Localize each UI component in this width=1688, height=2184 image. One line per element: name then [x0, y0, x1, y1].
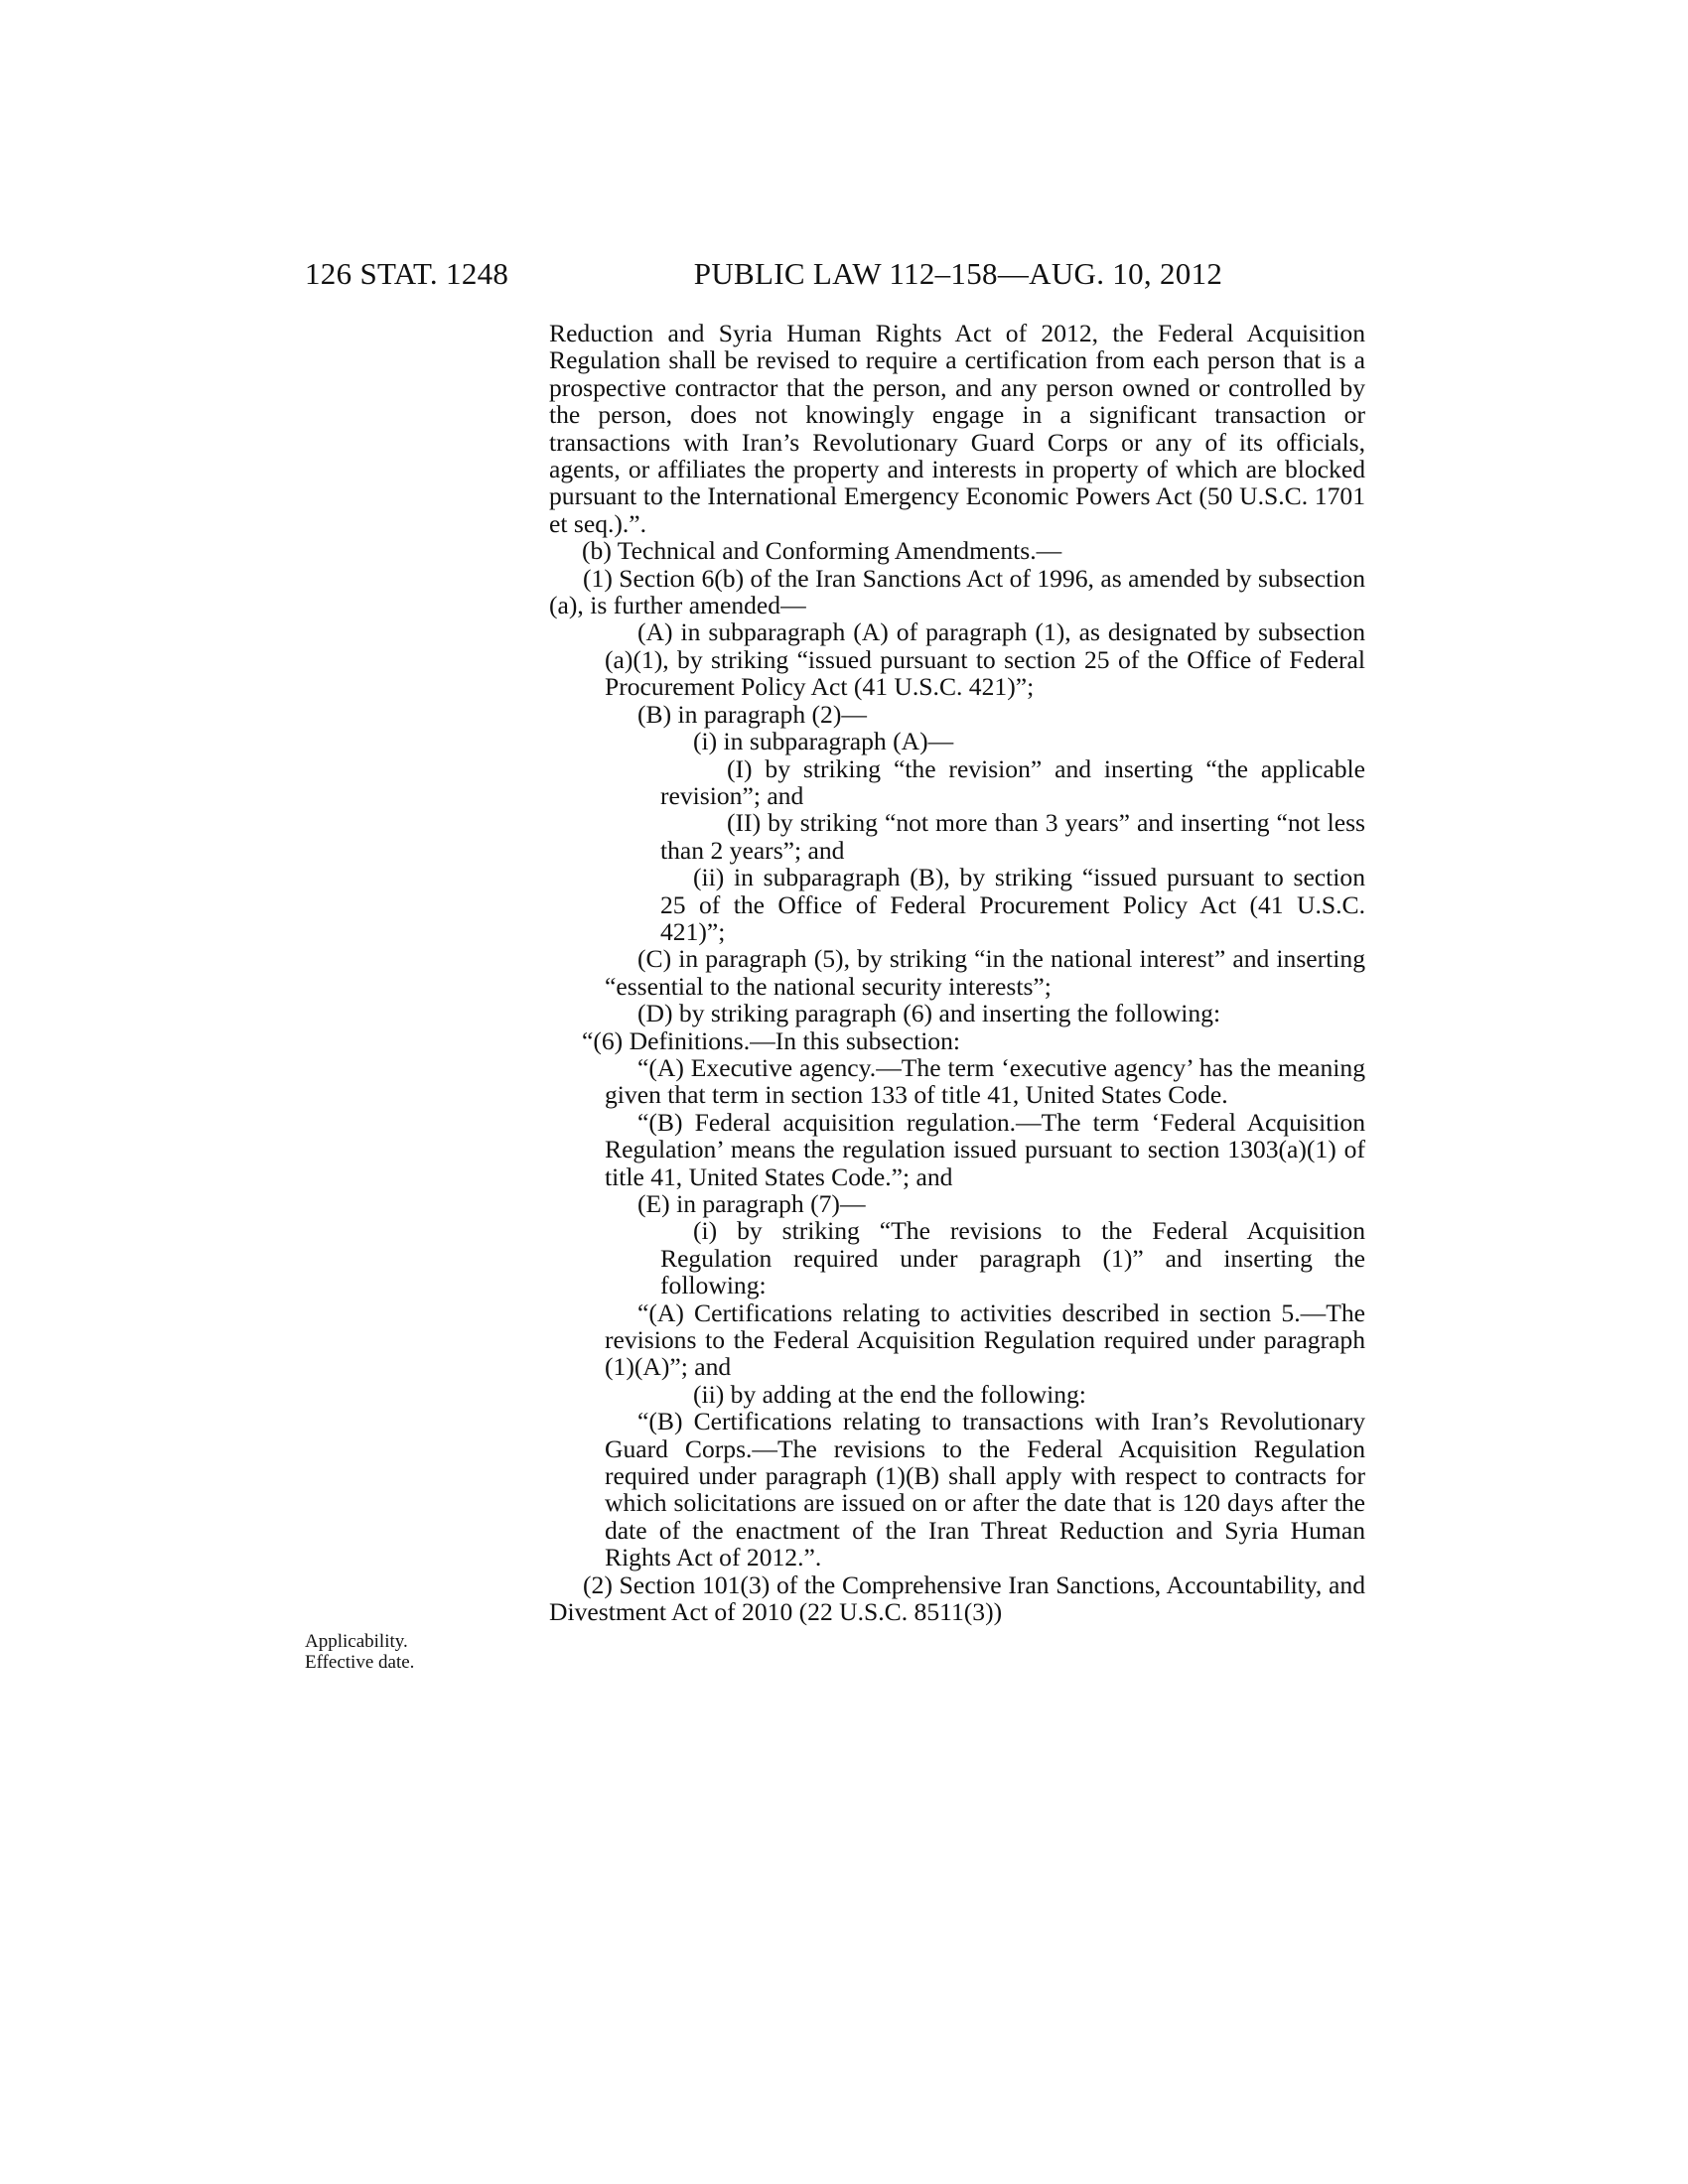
subparagraph-B: (B) in paragraph (2)—: [637, 699, 867, 729]
margin-notes: [305, 1631, 464, 1673]
paragraph-2: (2) Section 101(3) of the Comprehensive Iran Sanctions, Accountability, and Divestment Act of 2010 (22 U.S.C. 8511(3)): [549, 1570, 1365, 1627]
certification-irgc: “(B) Certifications relating to transactions with Iran’s Revolutionary Guard Corps.—The revisions to the Federal Acquisition Regulation required under paragraph (1)(B) shall apply with respect to contracts for which solicitations are issued on or after the date that is 120 days after the date of the enactment of the Iran Threat Reduction and Syria Human Rights Act of 2012.”.: [605, 1407, 1365, 1572]
definition-far: “(B) Federal acquisition regulation.—The term ‘Federal Acquisition Regulation’ means the regulation issued pursuant to section 1303(a)(1) of title 41, United States Code.”; and: [605, 1107, 1365, 1191]
subparagraph-E: (E) in paragraph (7)—: [637, 1189, 866, 1218]
definition-executive-agency: “(A) Executive agency.—The term ‘executive agency’ has the meaning given that term in section 133 of title 41, United States Code.: [605, 1052, 1365, 1110]
page-folio: 126 STAT. 1248: [305, 256, 509, 291]
body-text: [549, 320, 1365, 1626]
certification-section-5: “(A) Certifications relating to activities described in section 5.—The revisions to the Federal Acquisition Regulation required under paragraph (1)(A)”; and: [605, 1297, 1365, 1382]
clause-ii: (ii) in subparagraph (B), by striking “issued pursuant to section 25 of the Office of Federal Procurement Policy Act (41 U.S.C. 421)”;: [660, 863, 1365, 946]
subclause-II: (II) by striking “not more than 3 years” and inserting “not less than 2 years”; and: [660, 808, 1365, 865]
page-header: [0, 256, 1688, 296]
subparagraph-A: (A) in subparagraph (A) of paragraph (1), as designated by subsection (a)(1), by striking “issued pursuant to section 25 of the Office of Federal Procurement Policy Act (41 U.S.C. 421)”;: [605, 617, 1365, 702]
paragraph-1: (1) Section 6(b) of the Iran Sanctions Act of 1996, as amended by subsection (a), is further amended—: [549, 563, 1365, 620]
clause-i: (i) in subparagraph (A)—: [693, 727, 954, 756]
subsection-heading-b: (b) Technical and Conforming Amendments.—: [582, 536, 1062, 566]
margin-note-effective-date: Effective date.: [305, 1652, 415, 1673]
subclause-I: (I) by striking “the revision” and inserting “the applicable revision”; and: [660, 753, 1365, 810]
paragraph-continuation: Reduction and Syria Human Rights Act of 2012, the Federal Acquisition Regulation shall be revised to require a certification from each person that is a prospective contractor that the person, and any person owned or controlled by the person, does not knowingly engage in a significant transaction or transactions with Iran’s Revolutionary Guard Corps or any of its officials, agents, or affiliates the property and interests in property of which are blocked pursuant to the International Emergency Economic Powers Act (50 U.S.C. 1701 et seq.).”.: [549, 319, 1365, 538]
clause-ii-E: (ii) by adding at the end the following:: [693, 1379, 1086, 1409]
clause-i-E: (i) by striking “The revisions to the Federal Acquisition Regulation required under paragraph (1)” and inserting the following:: [660, 1216, 1365, 1300]
subparagraph-C: (C) in paragraph (5), by striking “in the national interest” and inserting “essential to the national security interests”;: [605, 944, 1365, 1001]
subparagraph-D: (D) by striking paragraph (6) and inserting the following:: [637, 999, 1221, 1028]
running-head: PUBLIC LAW 112–158—AUG. 10, 2012: [693, 256, 1223, 291]
margin-note-applicability: Applicability.: [305, 1631, 408, 1652]
definitions-heading: “(6) Definitions.—In this subsection:: [582, 1025, 961, 1055]
